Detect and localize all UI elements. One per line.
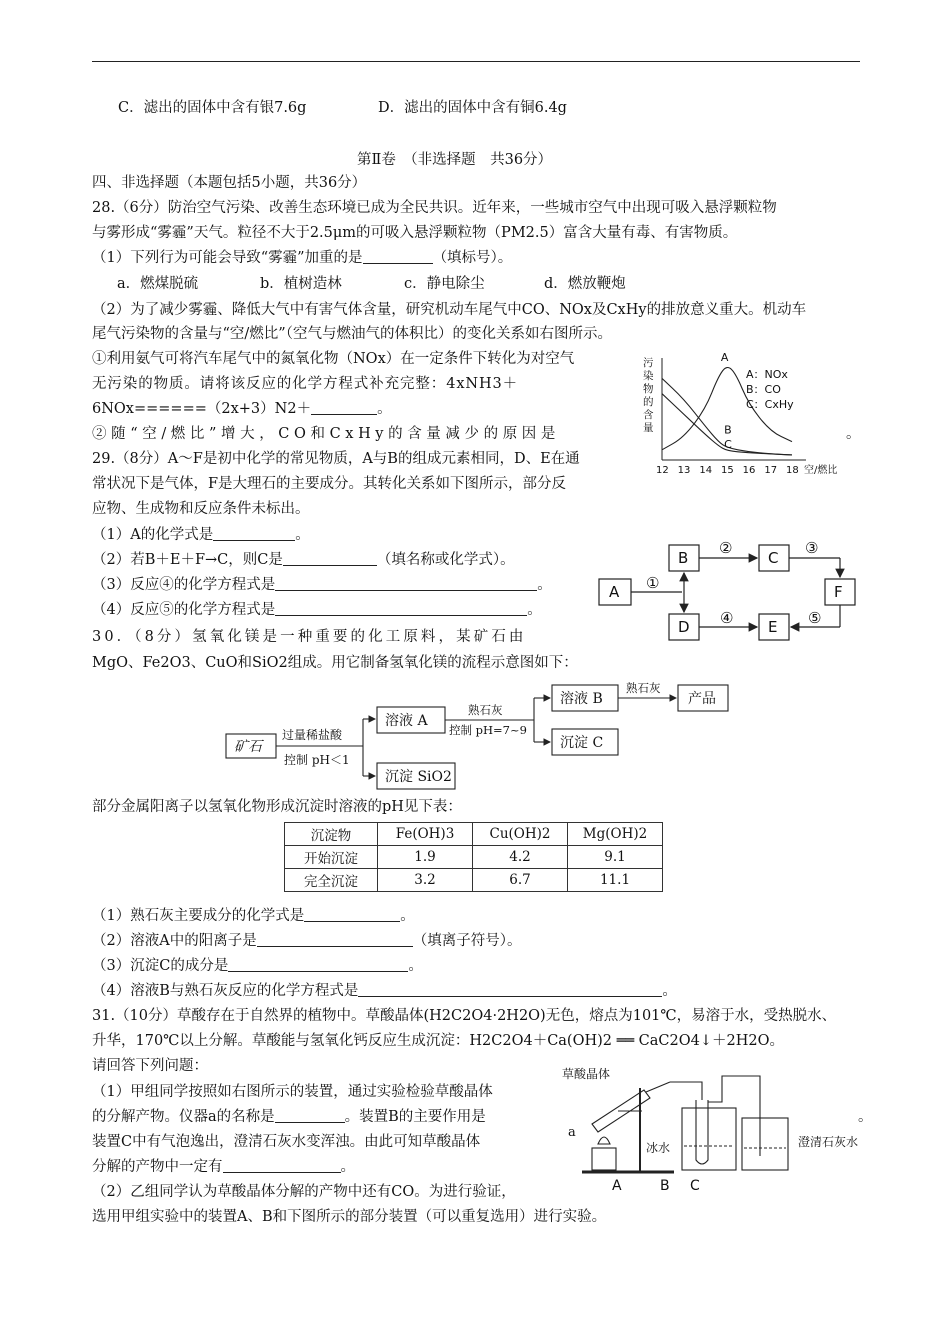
q29-line1: 29.（8分）A～F是初中化学的常见物质，A与B的组成元素相同，D、E在通 [92, 451, 580, 467]
q29-sub4-text: （4）反应⑤的化学方程式是 [92, 602, 276, 618]
q29-sub1-tail: 。 [295, 527, 310, 543]
q28-option-a: a．燃煤脱硫 [117, 276, 199, 292]
chart-legend-item: C：CxHy [746, 398, 794, 411]
table-cell: 9.1 [568, 846, 663, 869]
q31-line2: 升华，170℃以上分解。草酸能与氢氧化钙反应生成沉淀：H2C2O4＋Ca(OH)2 ══ CaC2O4↓＋2H2O。 [92, 1033, 784, 1049]
answer-blank[interactable] [283, 551, 377, 566]
edge-3-label: ③ [805, 539, 819, 557]
q31-sub1-line2 [92, 1107, 486, 1127]
node-b-label: B [678, 549, 689, 567]
chart-curve-label-a: A [720, 351, 729, 365]
answer-blank[interactable] [275, 576, 537, 591]
table-cell: 1.9 [378, 846, 473, 869]
chart-ylabel-char: 物 [643, 383, 654, 395]
table-header: 沉淀物 [285, 823, 378, 846]
q30-table-intro: 部分金属阳离子以氢氧化物形成沉淀时溶液的pH见下表： [92, 799, 462, 815]
chart-ylabel-char: 的 [643, 396, 654, 408]
chart-x-tick: 16 [742, 465, 756, 476]
precipitate-sio2-label: 沉淀 SiO2 [385, 769, 452, 785]
q29-sub1 [92, 525, 310, 545]
chart-curve-label-b: B [724, 423, 732, 437]
q29-sub2 [92, 550, 515, 570]
tube-exit [646, 1082, 670, 1092]
q28-eq-tail: 。 [377, 401, 392, 417]
product-label: 产品 [688, 691, 716, 707]
q30-line2: MgO、Fe2O3、CuO和SiO2组成。用它制备氢氧化镁的流程示意图如下： [92, 655, 578, 671]
q30-sub2 [92, 931, 521, 951]
q31-sub1-tail-d: 。 [340, 1159, 355, 1175]
q30-sub1 [92, 906, 415, 926]
chart-ylabel-char: 污 [643, 357, 654, 369]
q29-line3: 应物、生成物和反应条件未标出。 [92, 501, 310, 517]
answer-blank[interactable] [223, 1158, 341, 1173]
step1-condition: 控制 pH＜1 [284, 753, 350, 767]
chart-x-tick: 14 [699, 465, 713, 476]
solution-b-label: 溶液 B [560, 691, 603, 707]
limewater-label: 澄清石灰水 [798, 1135, 859, 1149]
answer-blank[interactable] [228, 957, 408, 972]
q29-sub4 [92, 600, 542, 620]
label-a: A [612, 1178, 622, 1194]
q29-sub3 [92, 575, 552, 595]
table-row [285, 869, 663, 892]
node-e-label: E [768, 618, 778, 636]
label-c: C [690, 1178, 700, 1194]
q31-sub2-line1: （2）乙组同学认为草酸晶体分解的产物中还有CO。为进行验证， [92, 1184, 516, 1200]
ore-label: 矿石 [234, 739, 262, 755]
q30-sub3-text: （3）沉淀C的成分是 [92, 958, 229, 974]
answer-blank[interactable] [311, 400, 377, 415]
section-title: 第Ⅱ卷 （非选择题 共36分） [357, 152, 553, 168]
q28-line1: 28.（6分）防治空气污染、改善生态环境已成为全民共识。近年来，一些城市空气中出现可吸入悬浮颗粒物 [92, 200, 777, 216]
table-cell: 开始沉淀 [285, 846, 378, 869]
chart-xlabel: 空/燃比 [804, 465, 838, 476]
tube-b [696, 1100, 708, 1164]
q28-equation: 6NOx======（2x+3）N2＋ [92, 401, 312, 417]
answer-blank[interactable] [358, 982, 662, 997]
step2-reagent: 熟石灰 [468, 703, 503, 717]
q28-sub2a-line3 [92, 399, 392, 419]
pollutant-chart [640, 352, 840, 482]
q29-sub2-text: （2）若B＋E＋F→C，则C是 [92, 552, 283, 568]
q30-sub3 [92, 956, 423, 976]
answer-blank[interactable] [304, 907, 400, 922]
q30-sub2-text: （2）溶液A中的阳离子是 [92, 933, 257, 949]
q28-sub1-tail: （填标号）。 [432, 250, 513, 266]
q27-option-c: C．滤出的固体中含有银7.6g [118, 100, 307, 116]
node-d-label: D [678, 618, 690, 636]
q28-line2: 与雾形成“雾霾”天气。粒径不大于2.5μm的可吸入悬浮颗粒物（PM2.5）富含大量有毒、有害物质。 [92, 225, 738, 241]
q30-sub1-tail: 。 [400, 908, 415, 924]
q29-sub3-text: （3）反应④的化学方程式是 [92, 577, 276, 593]
q29-sub4-tail: 。 [527, 602, 542, 618]
chart-legend-item: B：CO [746, 383, 781, 396]
chart-ylabel-char: 量 [643, 422, 654, 434]
node-c-label: C [768, 549, 779, 567]
solution-a-label: 溶液 A [385, 713, 428, 729]
q28-sub2b-tail: 。 [846, 426, 861, 442]
q30-sub2-tail: （填离子符号）。 [412, 933, 522, 949]
lamp-flame [598, 1137, 610, 1144]
q30-sub1-text: （1）熟石灰主要成分的化学式是 [92, 908, 305, 924]
q28-option-b: b．植树造林 [260, 276, 342, 292]
node-a-label: A [609, 583, 620, 601]
table-cell: 4.2 [473, 846, 568, 869]
ice-water-label: 冰水 [646, 1141, 671, 1155]
q31-sub1-line1: （1）甲组同学按照如右图所示的装置，通过实验检验草酸晶体 [92, 1084, 493, 1100]
q30-sub3-tail: 。 [408, 958, 423, 974]
q31-sub1-text-d: 分解的产物中一定有 [92, 1159, 223, 1175]
ice-bath-beaker [682, 1108, 736, 1170]
table-cell: 11.1 [568, 869, 663, 892]
step2-condition: 控制 pH=7~9 [449, 723, 527, 737]
connector-b [670, 1082, 702, 1100]
chart-legend-item: A：NOx [746, 368, 788, 381]
q29-sub2-tail: （填名称或化学式）。 [376, 552, 515, 568]
q31-line3: 请回答下列问题： [92, 1058, 208, 1074]
q31-sub1-line4 [92, 1157, 355, 1177]
chart-x-tick: 15 [721, 465, 734, 476]
q28-option-c: c．静电除尘 [404, 276, 485, 292]
table-cell: 完全沉淀 [285, 869, 378, 892]
edge-1-label: ① [646, 574, 660, 592]
apparatus-diagram [562, 1066, 859, 1194]
q30-sub4 [92, 981, 677, 1001]
q31-sub1-line2-tail: 。 [858, 1109, 873, 1125]
chart-x-tick: 12 [656, 465, 669, 476]
q30-line1: 30．（8分）氢氧化镁是一种重要的化工原料，某矿石由 [92, 629, 527, 645]
table-header: Cu(OH)2 [473, 823, 568, 846]
q28-sub2a-line2: 无污染的物质。请将该反应的化学方程式补充完整：4xNH3＋ [92, 376, 519, 392]
edge-5-label: ⑤ [808, 609, 822, 627]
answer-blank[interactable] [275, 1108, 345, 1123]
limewater-beaker [742, 1118, 788, 1170]
connector-c [708, 1076, 760, 1156]
q30-sub4-tail: 。 [662, 983, 677, 999]
q29-sub1-text: （1）A的化学式是 [92, 527, 214, 543]
q27-option-d: D．滤出的固体中含有铜6.4g [378, 100, 567, 116]
q28-sub2-line1: （2）为了减少雾霾、降低大气中有害气体含量，研究机动车尾气中CO、NOx及CxHy的排放意义重大。机动车 [92, 302, 807, 318]
q31-line1: 31.（10分）草酸存在于自然界的植物中。草酸晶体(H2C2O4·2H2O)无色，熔点为101℃，易溶于水，受热脱水、 [92, 1008, 837, 1024]
table-cell: 3.2 [378, 869, 473, 892]
alcohol-lamp [592, 1148, 616, 1170]
q29-diagram [596, 538, 860, 644]
answer-blank[interactable] [213, 526, 295, 541]
q31-sub1-text-a: 的分解产物。仪器a的名称是 [92, 1109, 275, 1125]
table-header: Mg(OH)2 [568, 823, 663, 846]
chart-ylabel-char: 含 [643, 409, 654, 421]
table-header-row [285, 823, 663, 846]
chart-x-tick: 13 [677, 465, 691, 476]
chart-x-tick: 17 [764, 465, 778, 476]
label-b: B [660, 1178, 670, 1194]
q31-sub1-text-b: 。装置B的主要作用是 [344, 1109, 486, 1125]
q28-sub2a-line1: ①利用氨气可将汽车尾气中的氮氧化物（NOx）在一定条件下转化为对空气 [92, 351, 575, 367]
part4-title: 四、非选择题（本题包括5小题，共36分） [92, 175, 367, 191]
precipitate-c-label: 沉淀 C [560, 735, 604, 751]
step1-reagent: 过量稀盐酸 [282, 728, 343, 742]
node-f-label: F [834, 583, 843, 601]
q30-flowchart [222, 676, 732, 792]
chart-ylabel-char: 染 [643, 370, 654, 382]
table-row [285, 846, 663, 869]
instrument-a-label: a [568, 1125, 576, 1140]
edge-2-label: ② [719, 539, 733, 557]
answer-blank[interactable] [275, 601, 527, 616]
q28-sub1-text: （1）下列行为可能会导致“雾霾”加重的是 [92, 250, 363, 266]
answer-blank[interactable] [257, 932, 413, 947]
q29-sub3-tail: 。 [537, 577, 552, 593]
chart-x-tick: 18 [786, 465, 799, 476]
answer-blank[interactable] [363, 249, 433, 264]
q29-line2: 常状况下是气体，F是大理石的主要成分。其转化关系如下图所示，部分反 [92, 476, 567, 492]
q28-option-d: d．燃放鞭炮 [544, 276, 626, 292]
q28-sub2-line2: 尾气污染物的含量与“空/燃比”（空气与燃油气的体积比）的变化关系如右图所示。 [92, 326, 612, 342]
crystal-label: 草酸晶体 [562, 1067, 611, 1081]
step3-reagent: 熟石灰 [626, 681, 661, 695]
q28-sub2b: ②随“空/燃比”增大，CO和CxHy的含量减少的原因是 [92, 426, 560, 442]
q28-sub1 [92, 248, 512, 268]
q30-sub4-text: （4）溶液B与熟石灰反应的化学方程式是 [92, 983, 359, 999]
chart-curve-label-c: C [724, 437, 732, 451]
table-cell: 6.7 [473, 869, 568, 892]
q31-sub1-line3: 装置C中有气泡逸出，澄清石灰水变浑浊。由此可知草酸晶体 [92, 1134, 481, 1150]
table-header: Fe(OH)3 [378, 823, 473, 846]
q31-sub2-line2: 选用甲组实验中的装置A、B和下图所示的部分装置（可以重复选用）进行实验。 [92, 1209, 607, 1225]
edge-4-label: ④ [720, 609, 734, 627]
header-rule [92, 61, 860, 62]
ph-table [284, 822, 663, 892]
